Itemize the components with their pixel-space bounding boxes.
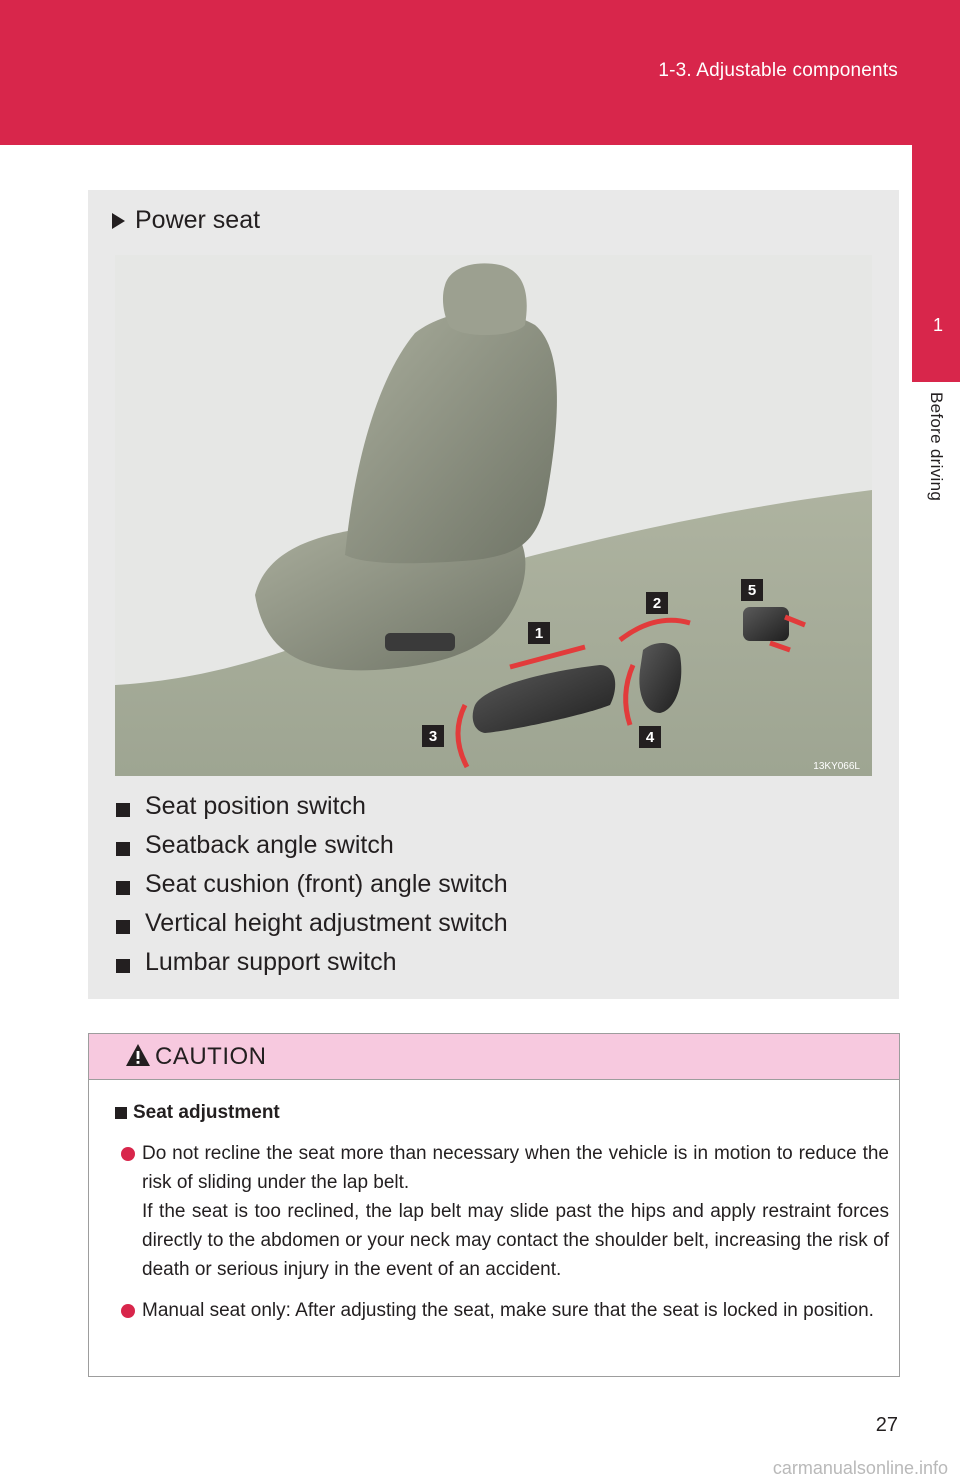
caution-box (88, 1033, 900, 1377)
callout-2: 2 (652, 595, 662, 612)
panel-heading-text: Power seat (135, 206, 261, 234)
warning-triangle-icon (125, 1043, 151, 1067)
page-number: 27 (875, 1414, 898, 1436)
legend-label: Lumbar support switch (145, 948, 397, 976)
caution-bullet-text (142, 1139, 889, 1284)
seat-illustration (115, 255, 872, 776)
legend-marker-3 (116, 881, 130, 895)
caution-line: Manual seat only: After adjusting the seat, make sure that the seat is locked in position. (142, 1300, 874, 1321)
legend-label: Seat position switch (145, 792, 366, 820)
page-header (0, 0, 960, 145)
seatback (345, 312, 557, 564)
chapter-label: Before driving (927, 392, 946, 502)
callout-3: 3 (428, 728, 438, 745)
caution-subheading (115, 1098, 889, 1127)
caution-line: Do not recline the seat more than necessary when the vehicle is in motion to reduce the risk of sliding under the lap belt. (142, 1143, 889, 1193)
legend-label: Seatback angle switch (145, 831, 394, 859)
caution-line: If the seat is too reclined, the lap belt may slide past the hips and apply restraint forces directly to the abdomen or your neck may contact the shoulder belt, increasing the risk of death or serious injury in the event of an accident. (142, 1201, 889, 1280)
legend-marker-5 (116, 959, 130, 973)
chapter-tab (912, 145, 960, 382)
caution-header (89, 1034, 899, 1080)
caution-bullet (121, 1296, 889, 1325)
legend-label: Vertical height adjustment switch (145, 909, 508, 937)
callout-5: 5 (747, 582, 757, 599)
callout-1: 1 (534, 625, 544, 642)
figure-code: 13KY066L (813, 761, 860, 772)
legend-item (116, 904, 508, 943)
panel-heading (112, 206, 260, 235)
seat-side-switches (385, 633, 455, 651)
arrow-right-icon (112, 213, 125, 229)
dot-bullet-icon (121, 1304, 135, 1318)
caution-bullet (121, 1139, 889, 1284)
legend-marker-1 (116, 803, 130, 817)
caution-title: CAUTION (155, 1043, 267, 1070)
legend-item (116, 865, 508, 904)
dot-bullet-icon (121, 1147, 135, 1161)
caution-body (115, 1098, 889, 1325)
watermark: carmanualsonline.info (772, 1458, 948, 1478)
headrest (443, 263, 527, 335)
caution-subheading-text: Seat adjustment (133, 1102, 280, 1123)
square-bullet-icon (115, 1107, 127, 1119)
caution-bullet-text (142, 1296, 874, 1325)
legend-item (116, 787, 508, 826)
chapter-number: 1 (932, 315, 943, 335)
legend-item (116, 943, 508, 982)
callout-4: 4 (645, 729, 655, 746)
legend-label: Seat cushion (front) angle switch (145, 870, 508, 898)
lumbar-support-switch (743, 607, 789, 641)
legend-marker-2 (116, 842, 130, 856)
switch-legend (116, 787, 508, 982)
seat-illustration-svg (115, 255, 872, 776)
power-seat-panel (88, 190, 899, 999)
legend-item (116, 826, 508, 865)
section-title: 1-3. Adjustable components (658, 60, 898, 81)
legend-marker-4 (116, 920, 130, 934)
